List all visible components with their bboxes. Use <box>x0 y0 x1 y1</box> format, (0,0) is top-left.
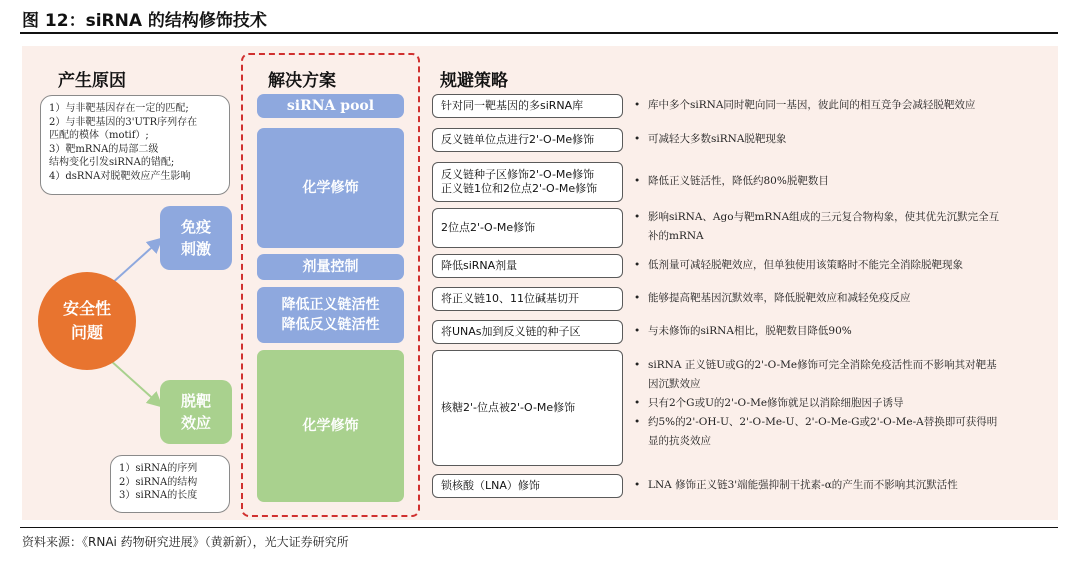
strategy-note: • 约5%的2'-OH-U、2'-O-Me-U、2'-O-Me-G或2'-O-Me-A替换即可获得明显的抗炎效应 <box>634 413 1004 451</box>
strategy-notes <box>634 289 1004 308</box>
strategy-note: • LNA 修饰正义链3'端能强抑制干扰素-α的产生而不影响其沉默活性 <box>634 476 1004 495</box>
strategy-box: 降低siRNA剂量 <box>432 254 623 278</box>
solutions-header: 解决方案 <box>268 71 336 91</box>
solution-sirna-pool: siRNA pool <box>257 94 404 118</box>
cause-reason-line: 匹配的模体（motif）; <box>49 130 149 141</box>
solution-reduce-strand-activity: 降低正义链活性 降低反义链活性 <box>257 287 404 343</box>
strategy-note: • 与未修饰的siRNA相比，脱靶数目降低90% <box>634 322 1004 341</box>
strategy-note: • 库中多个siRNA同时靶向同一基因，彼此间的相互竞争会减轻脱靶效应 <box>634 96 1004 115</box>
cause-reasons-bubble <box>40 95 230 195</box>
strategy-box: 核糖2'-位点被2'-O-Me修饰 <box>432 350 623 466</box>
offtarget-factors-bubble <box>110 455 230 513</box>
causes-header: 产生原因 <box>58 71 126 91</box>
strategy-note: • 影响siRNA、Ago与靶mRNA组成的三元复合物构象，使其优先沉默完全互补的mRNA <box>634 208 1004 246</box>
strategy-note: • 可减轻大多数siRNA脱靶现象 <box>634 130 1004 149</box>
cause-reason-line: 结构变化引发siRNA的错配; <box>49 157 175 168</box>
strategy-box: 2位点2'-O-Me修饰 <box>432 208 623 248</box>
cause-reason-line: 3）靶mRNA的局部二级 <box>49 143 159 155</box>
strategy-notes <box>634 130 1004 149</box>
strategy-note: • 降低正义链活性，降低约80%脱靶数目 <box>634 172 1004 191</box>
strategy-notes <box>634 172 1004 191</box>
strategy-box: 将UNAs加到反义链的种子区 <box>432 320 623 344</box>
strategy-note: • 只有2个G或U的2'-O-Me修饰就足以消除细胞因子诱导 <box>634 394 1004 413</box>
safety-issue-circle: 安全性 问题 <box>38 272 136 370</box>
strategy-notes <box>634 476 1004 495</box>
strategy-box: 锁核酸（LNA）修饰 <box>432 474 623 498</box>
arrow-to-offtarget <box>110 360 160 405</box>
cause-reason-line: 1）与非靶基因存在一定的匹配; <box>49 103 189 114</box>
solution-chemical-modification-green: 化学修饰 <box>257 350 404 502</box>
strategy-notes <box>634 356 1004 451</box>
strategy-notes <box>634 322 1004 341</box>
cause-reason-line: 4）dsRNA对脱靶效应产生影响 <box>49 170 191 182</box>
offtarget-factor-line: 1）siRNA的序列 <box>119 463 198 474</box>
strategy-box: 针对同一靶基因的多siRNA库 <box>432 94 623 118</box>
offtarget-factor-line: 3）siRNA的长度 <box>119 490 198 501</box>
offtarget-effect-box: 脱靶 效应 <box>160 380 232 444</box>
strategy-notes <box>634 208 1004 246</box>
solution-dose-control: 剂量控制 <box>257 254 404 280</box>
figure-title: 图 12：siRNA 的结构修饰技术 <box>22 11 267 31</box>
immune-stimulation-box: 免疫 刺激 <box>160 206 232 270</box>
strategy-notes <box>634 256 1004 275</box>
strategy-box: 反义链种子区修饰2'-O-Me修饰 正义链1位和2位点2'-O-Me修饰 <box>432 162 623 202</box>
cause-reason-line: 2）与非靶基因的3'UTR序列存在 <box>49 116 198 128</box>
strategy-note: • siRNA 正义链U或G的2'-O-Me修饰可完全消除免疫活性而不影响其对靶基因沉默效应 <box>634 356 1004 394</box>
strategy-note: • 低剂量可减轻脱靶效应，但单独使用该策略时不能完全消除脱靶现象 <box>634 256 1004 275</box>
strategies-header: 规避策略 <box>440 71 508 91</box>
offtarget-factor-line: 2）siRNA的结构 <box>119 476 198 488</box>
figure-source: 资料来源：《RNAi 药物研究进展》（黄新新），光大证券研究所 <box>22 535 349 549</box>
strategy-box: 将正义链10、11位碱基切开 <box>432 287 623 311</box>
arrow-to-immune <box>110 240 160 285</box>
solution-chemical-modification-blue: 化学修饰 <box>257 128 404 248</box>
strategy-box: 反义链单位点进行2'-O-Me修饰 <box>432 128 623 152</box>
strategy-notes <box>634 96 1004 115</box>
bottom-rule <box>20 527 1058 528</box>
strategy-note: • 能够提高靶基因沉默效率，降低脱靶效应和减轻免疫反应 <box>634 289 1004 308</box>
